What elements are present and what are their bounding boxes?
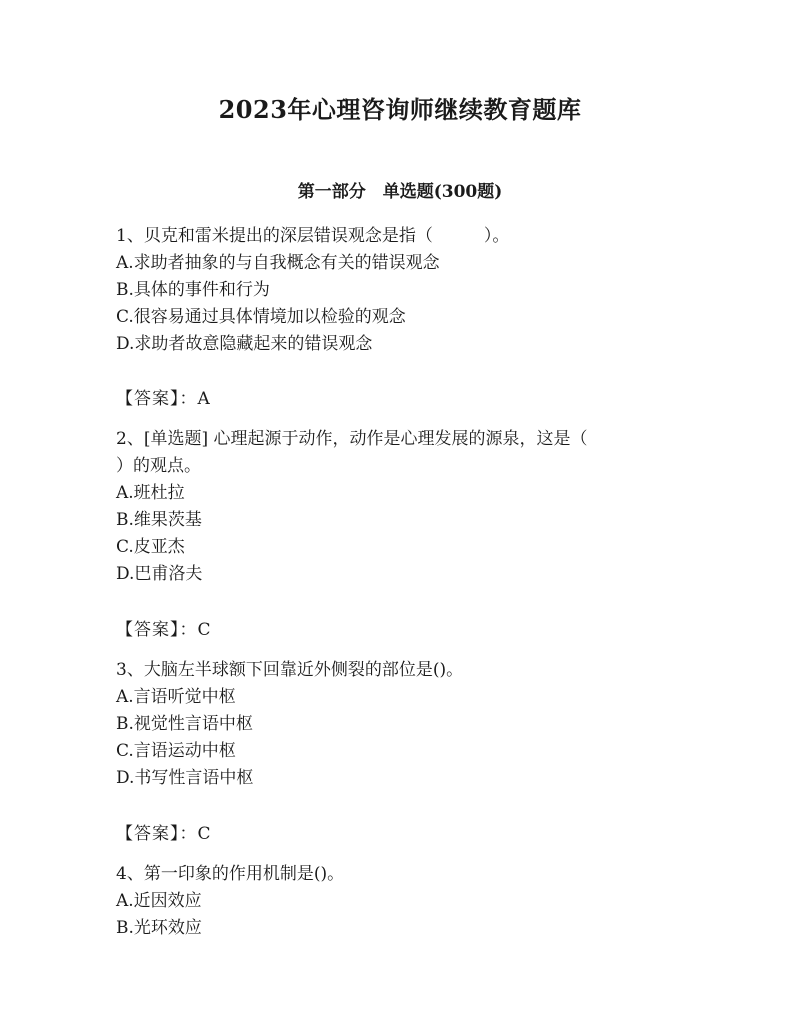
question-2 bbox=[116, 426, 676, 588]
question-stem: 3、大脑左半球额下回靠近外侧裂的部位是()。 bbox=[116, 660, 464, 680]
option-c: C.很容易通过具体情境加以检验的观念 bbox=[116, 307, 406, 327]
option-b: B.具体的事件和行为 bbox=[116, 280, 270, 300]
answer-value: C bbox=[197, 620, 211, 640]
option-b: B.视觉性言语中枢 bbox=[116, 714, 253, 734]
question-stem-continued: ）的观点。 bbox=[116, 456, 201, 476]
answer-2 bbox=[116, 617, 211, 644]
answer-label: 【答案】： bbox=[116, 389, 198, 409]
answer-value: A bbox=[197, 389, 210, 409]
answer-label: 【答案】： bbox=[116, 620, 198, 640]
answer-label: 【答案】： bbox=[116, 824, 198, 844]
question-stem: 2、[单选题] 心理起源于动作，动作是心理发展的源泉，这是（ bbox=[116, 429, 588, 449]
option-d: D.书写性言语中枢 bbox=[116, 768, 254, 788]
section-heading: 第一部分 单选题(300题) bbox=[297, 182, 503, 202]
option-b: B.光环效应 bbox=[116, 918, 202, 938]
question-3 bbox=[116, 657, 676, 792]
option-a: A.求助者抽象的与自我概念有关的错误观念 bbox=[116, 253, 440, 273]
option-d: D.巴甫洛夫 bbox=[116, 564, 203, 584]
option-b: B.维果茨基 bbox=[116, 510, 202, 530]
question-4 bbox=[116, 861, 676, 942]
option-c: C.言语运动中枢 bbox=[116, 741, 236, 761]
answer-1 bbox=[116, 386, 210, 413]
question-stem: 4、第一印象的作用机制是()。 bbox=[116, 864, 345, 884]
option-c: C.皮亚杰 bbox=[116, 537, 185, 557]
answer-value: C bbox=[197, 824, 211, 844]
question-stem: 1、贝克和雷米提出的深层错误观念是指（ ）。 bbox=[116, 226, 510, 246]
document-title: 2023年心理咨询师继续教育题库 bbox=[218, 95, 582, 124]
option-d: D.求助者故意隐藏起来的错误观念 bbox=[116, 334, 373, 354]
answer-3 bbox=[116, 821, 211, 848]
option-a: A.言语听觉中枢 bbox=[116, 687, 236, 707]
option-a: A.班杜拉 bbox=[116, 483, 185, 503]
option-a: A.近因效应 bbox=[116, 891, 202, 911]
question-1 bbox=[116, 223, 676, 358]
